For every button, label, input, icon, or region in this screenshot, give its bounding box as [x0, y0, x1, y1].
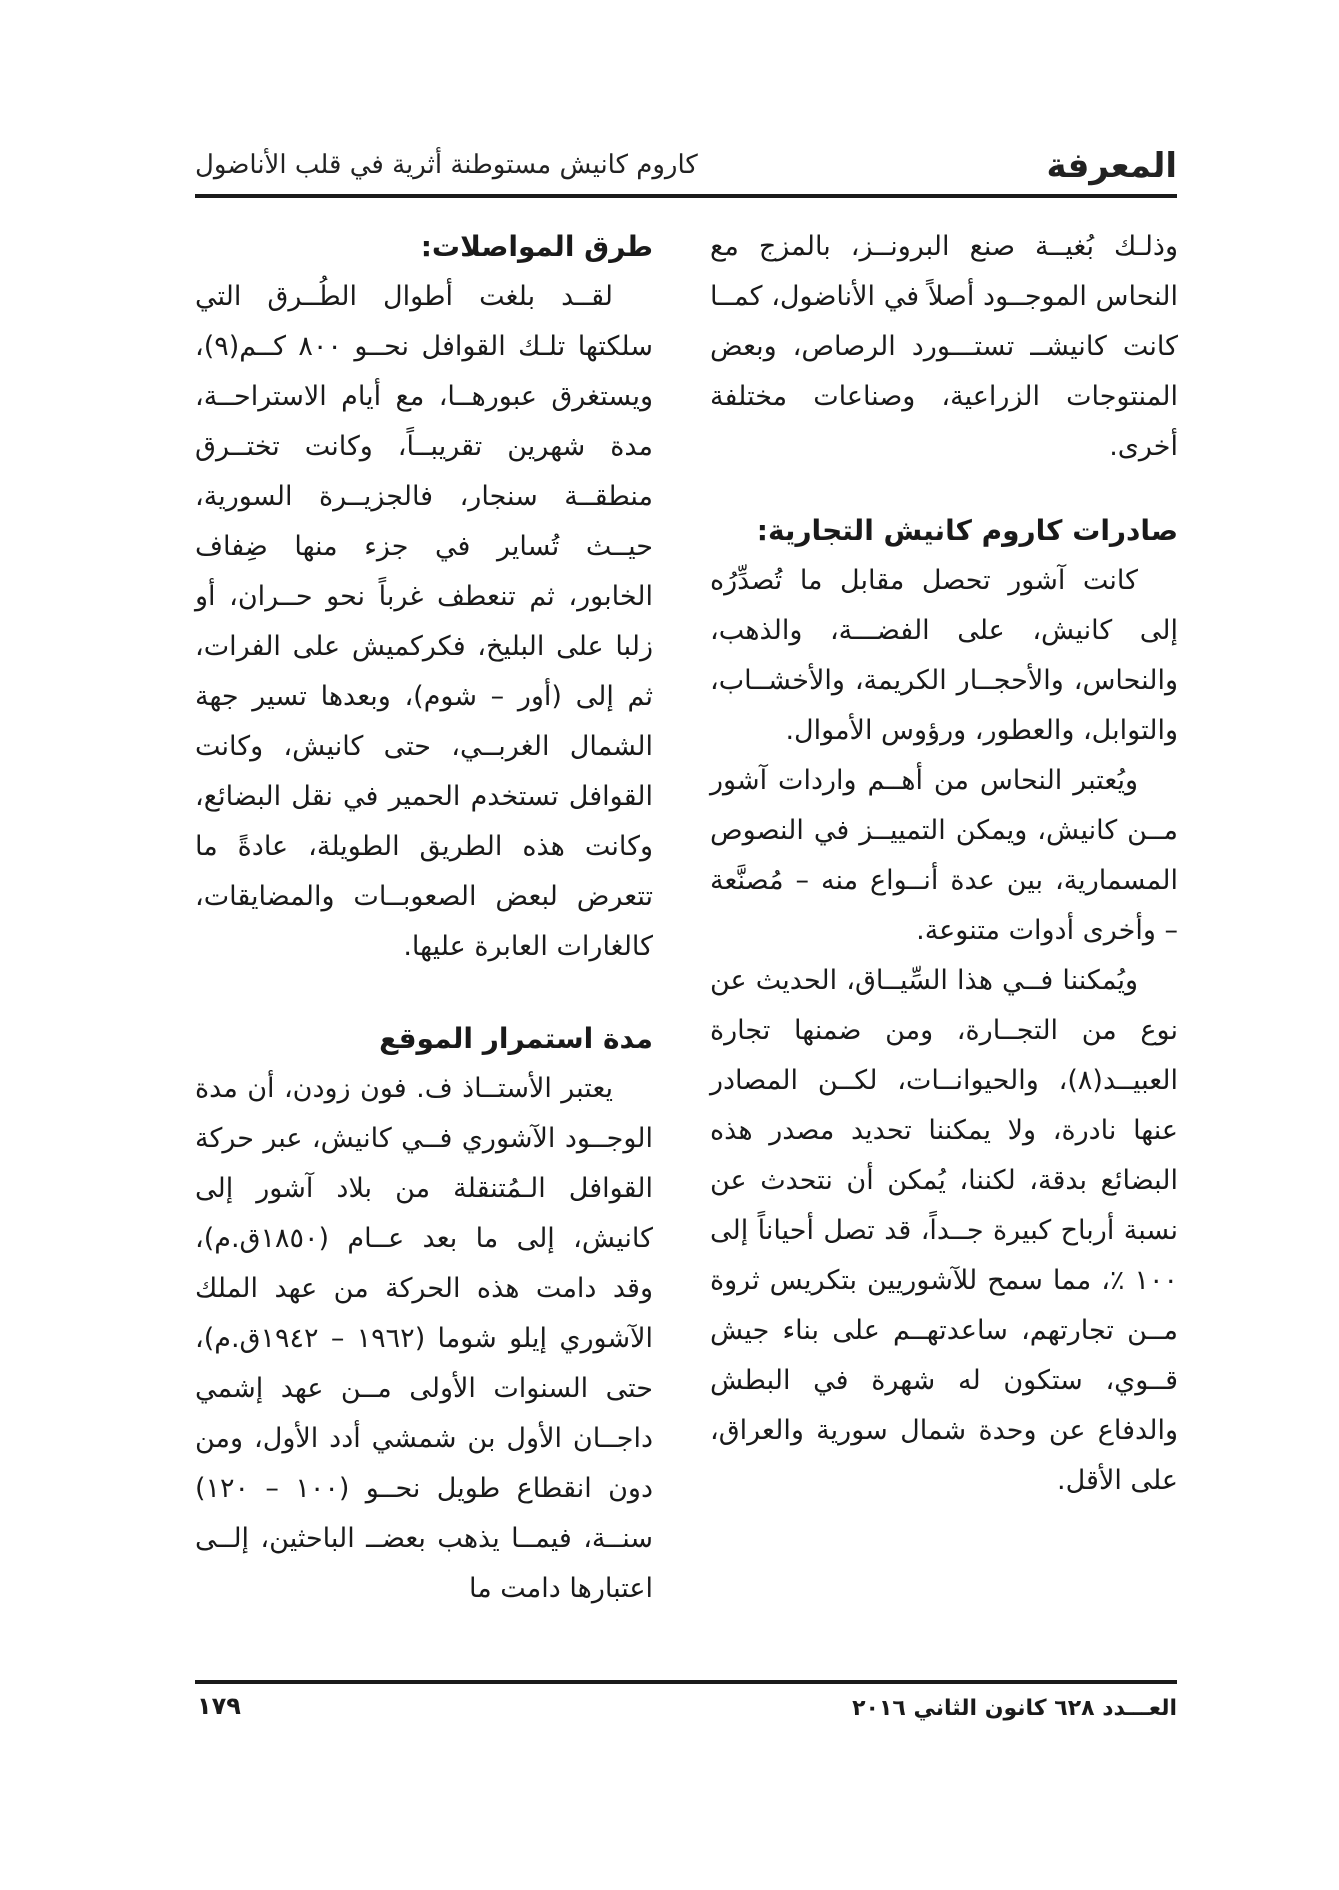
- left-column: [195, 222, 653, 1614]
- page-number: ١٧٩: [197, 1692, 241, 1720]
- header-rule: [195, 194, 1177, 198]
- paragraph: لقــد بلغت أطوال الطُــرق التي سلكتها تلـك القوافل نحــو ٨٠٠ كــم(٩)، ويستغرق عبورهــا، مع أيام الاستراحــة، مدة شهرين تقريبــاً، وكانت تختــرق منطقــة سنجار، فالجزيــرة السورية، حيــث تُساير في جزء منها ضِفاف الخابور، ثم تنعطف غرباً نحو حــران، أو زلبا على البليخ، فكركميش على الفرات، ثم إلى (أور – شوم)، وبعدها تسير جهة الشمال الغربــي، حتى كانيش، وكانت القوافل تستخدم الحمير في نقل البضائع، وكانت هذه الطريق الطويلة، عادةً ما تتعرض لبعض الصعوبــات والمضايقات، كالغارات العابرة عليها.: [195, 281, 653, 962]
- paragraph: ويُعتبر النحاس من أهــم واردات آشور مــن كانيش، ويمكن التمييــز في النصوص المسمارية، بين عدة أنــواع منه – مُصنَّعة – وأخرى أدوات متنوعة.: [710, 765, 1178, 946]
- paragraph: ويُمكننا فــي هذا السِّيــاق، الحديث عن نوع من التجــارة، ومن ضمنها تجارة العبيــد(٨)، والحيوانــات، لكــن المصادر عنها نادرة، ولا يمكننا تحديد مصدر هذه البضائع بدقة، لكننا، يُمكن أن نتحدث عن نسبة أرباح كبيرة جــداً، قد تصل أحياناً إلى ١٠٠ ٪، مما سمح للآشوريين بتكريس ثروة مــن تجارتهم، ساعدتهــم على بناء جيش قــوي، ستكون له شهرة في البطش والدفاع عن وحدة شمال سورية والعراق، على الأقل.: [710, 965, 1178, 1496]
- right-column: [710, 222, 1178, 1506]
- paragraph: يعتبر الأستــاذ ف. فون زودن، أن مدة الوجــود الآشوري فــي كانيش، عبر حركة القوافل الـمُتنقلة من بلاد آشور إلى كانيش، إلى ما بعد عــام (١٨٥٠ق.م)، وقد دامت هذه الحركة من عهد الملك الآشوري إيلو شوما (١٩٦٢ – ١٩٤٢ق.م)، حتى السنوات الأولى مــن عهد إشمي داجــان الأول بن شمشي أدد الأول، ومن دون انقطاع طويل نحــو (١٠٠ – ١٢٠) سنــة، فيمــا يذهب بعضــ الباحثين، إلــى اعتبارها دامت ما: [195, 1073, 653, 1604]
- paragraph: وذلـك بُغيــة صنع البرونــز، بالمزج مع النحاس الموجــود أصلاً في الأناضول، كمــا كانت كانيشــ تستـــورد الرصاص، وبعض المنتوجات الزراعية، وصناعات مختلفة أخرى.: [710, 231, 1178, 462]
- section-heading: طرق المواصلات:: [420, 230, 653, 263]
- issue-info: العـــدد ٦٢٨ كانون الثاني ٢٠١٦: [852, 1696, 1177, 1721]
- paragraph: كانت آشور تحصل مقابل ما تُصدِّرُه إلى كانيش، على الفضـــة، والذهب، والنحاس، والأحجــار الكريمة، والأخشــاب، والتوابل، والعطور، ورؤوس الأموال.: [710, 565, 1178, 746]
- page-header: [195, 142, 1177, 190]
- magazine-logo: المعرفة: [1046, 146, 1177, 186]
- section-heading: صادرات كاروم كانيش التجارية:: [756, 514, 1178, 547]
- running-title: كاروم كانيش مستوطنة أثرية في قلب الأناضول: [195, 150, 698, 180]
- section-heading: مدة استمرار الموقع: [379, 1022, 653, 1055]
- footer-rule: [195, 1680, 1177, 1684]
